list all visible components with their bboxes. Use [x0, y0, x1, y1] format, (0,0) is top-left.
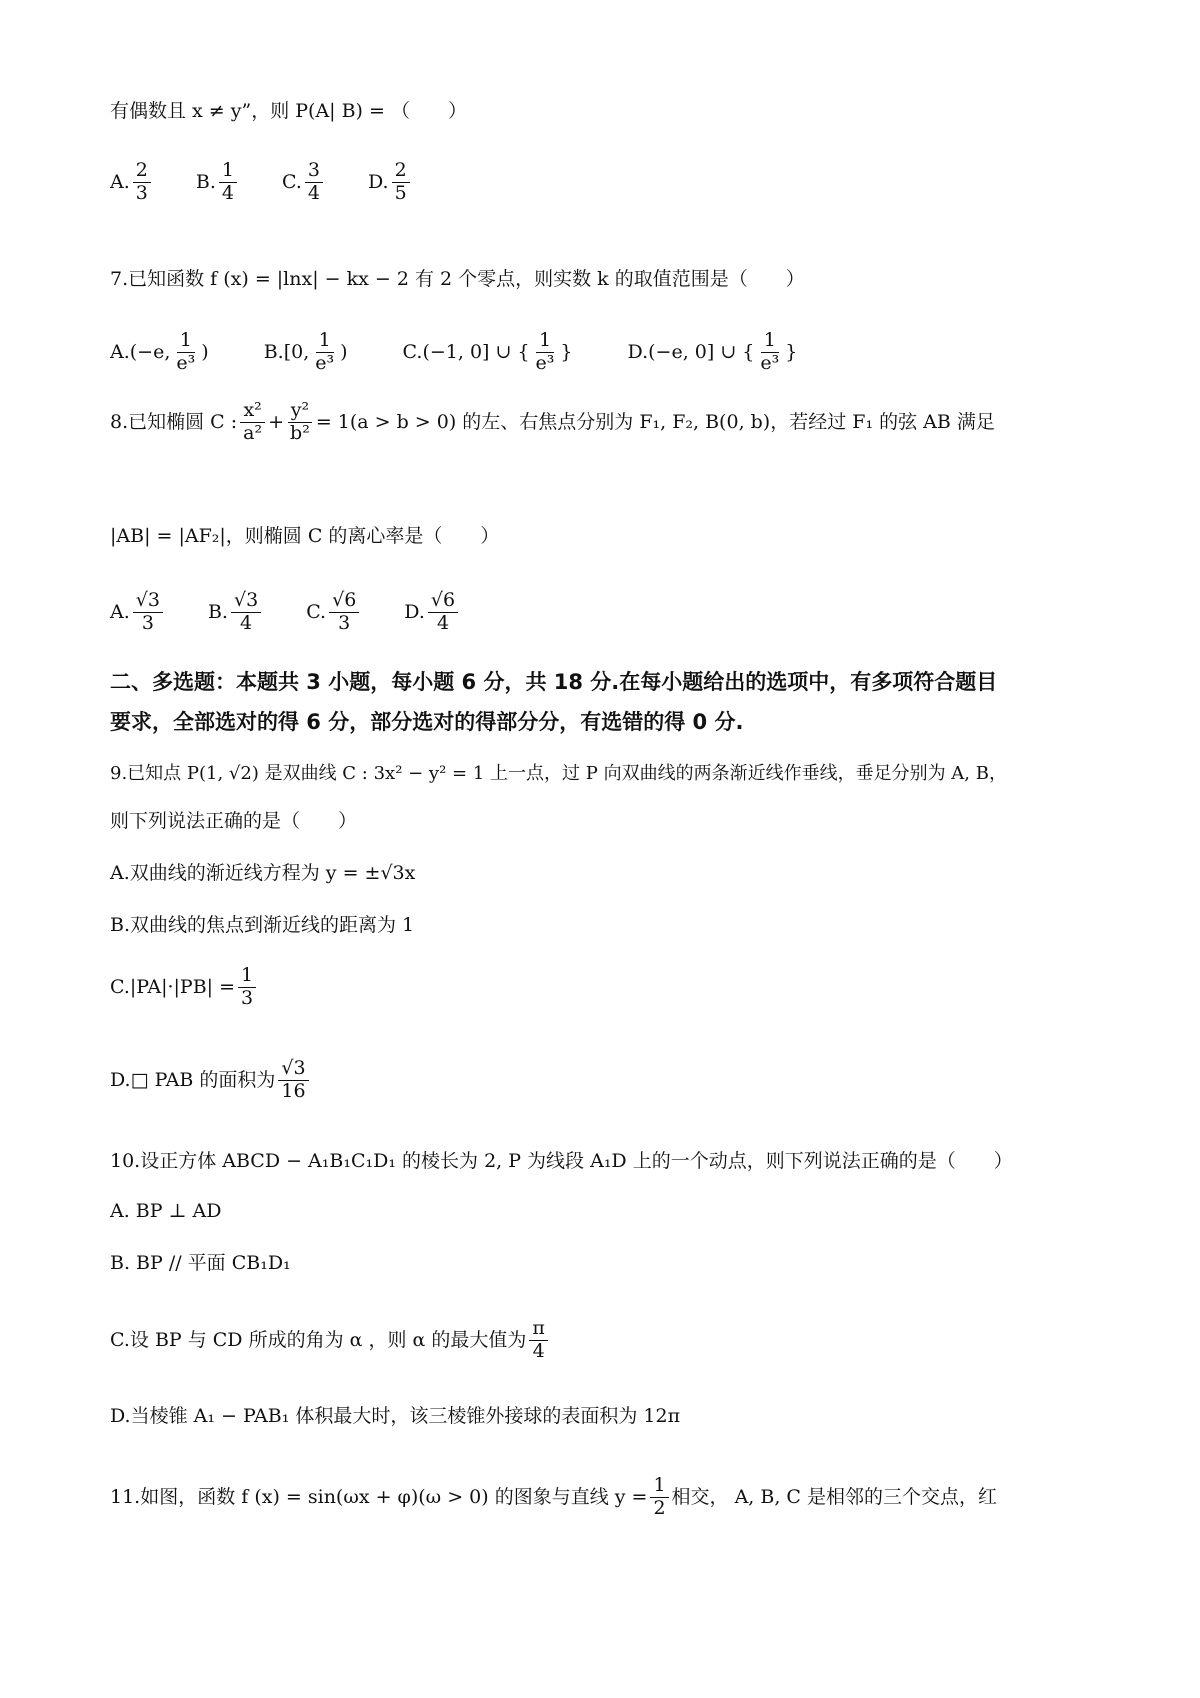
q10-option-a: A. BP ⊥ AD — [110, 1200, 222, 1222]
q7-option-b: B. [0, $\frac{1}{\text{e³}}$ ) — [263, 329, 348, 374]
q8-options — [110, 590, 503, 635]
q9-option-b: B.双曲线的焦点到渐近线的距离为 1 — [110, 914, 415, 936]
q9-option-d: D.□ PAB 的面积为 $\frac{√3}{16}$ — [110, 1058, 312, 1103]
q7-option-a: A. (−e, $\frac{1}{\text{e³}}$ ) — [110, 329, 209, 374]
q7-stem: 7.已知函数 f (x) = |lnx| − kx − 2 有 2 个零点，则实数 k 的取值范围是（ ） — [110, 268, 805, 290]
q9-option-a: A.双曲线的渐近线方程为 y = ±√3x — [110, 862, 416, 884]
q6-option-d: D. $\frac{2}{5}$ — [368, 160, 413, 205]
q8-stem-line2: |AB| = |AF₂|，则椭圆 C 的离心率是（ ） — [110, 525, 500, 547]
q8-stem: 8.已知椭圆 C : $\frac{\text{x²}}{\text{a²}}$ + $\frac{\text{y²}}{\text{b²}}$ = 1(a > b > 0) 的左、右焦点分别为 F₁, F₂, B(0, b)，若经过 F₁ 的弦 AB 满足 — [110, 399, 995, 444]
q6-option-c: C. $\frac{3}{4}$ — [282, 160, 326, 205]
q7-options — [110, 330, 839, 375]
q9-option-c: C.|PA|·|PB| = $\frac{1}{3}$ — [110, 965, 259, 1010]
q8-option-d: D. $\frac{√6}{4}$ — [404, 590, 461, 635]
q10-option-b: B. BP // 平面 CB₁D₁ — [110, 1252, 291, 1274]
q6-options — [110, 160, 455, 205]
section-2-header-line1: 二、多选题：本题共 3 小题，每小题 6 分，共 18 分.在每小题给出的选项中，有多项符合题目 — [110, 670, 998, 694]
q8-option-b: B. $\frac{√3}{4}$ — [208, 590, 264, 635]
section-2-header-line2: 要求，全部选对的得 6 分，部分选对的得部分分，有选错的得 0 分. — [110, 710, 744, 734]
q10-option-d: D.当棱锥 A₁ − PAB₁ 体积最大时，该三棱锥外接球的表面积为 12π — [110, 1405, 681, 1427]
q9-stem-line1: 9.已知点 P(1, √2) 是双曲线 C : 3x² − y² = 1 上一点，过 P 向双曲线的两条渐近线作垂线，垂足分别为 A, B， — [110, 763, 1007, 784]
q6-stem: 有偶数且 x ≠ y”，则 P(A| B) = （ ） — [110, 100, 467, 122]
q7-option-c: C. (−1, 0] ∪ { $\frac{1}{\text{e³}}$ } — [402, 329, 573, 374]
q6-option-b: B. $\frac{1}{4}$ — [196, 160, 240, 205]
q6-option-a: A. $\frac{2}{3}$ — [110, 160, 154, 205]
q7-option-d: D. (−e, 0] ∪ { $\frac{1}{\text{e³}}$ } — [627, 329, 798, 374]
q9-stem-line2: 则下列说法正确的是（ ） — [110, 810, 358, 832]
q8-option-c: C. $\frac{√6}{3}$ — [306, 590, 362, 635]
q10-stem: 10.设正方体 ABCD − A₁B₁C₁D₁ 的棱长为 2, P 为线段 A₁D 上的一个动点，则下列说法正确的是（ ） — [110, 1150, 1013, 1172]
q8-option-a: A. $\frac{√3}{3}$ — [110, 590, 166, 635]
q10-option-c: C.设 BP 与 CD 所成的角为 α ，则 α 的最大值为 $\frac{\pi}{4}$ — [110, 1318, 551, 1363]
q11-stem: 11.如图，函数 f (x) = sin(ωx + φ)(ω > 0) 的图象与直线 y = $\frac{1}{2}$ 相交， A, B, C 是相邻的三个交点，红 — [110, 1474, 998, 1519]
